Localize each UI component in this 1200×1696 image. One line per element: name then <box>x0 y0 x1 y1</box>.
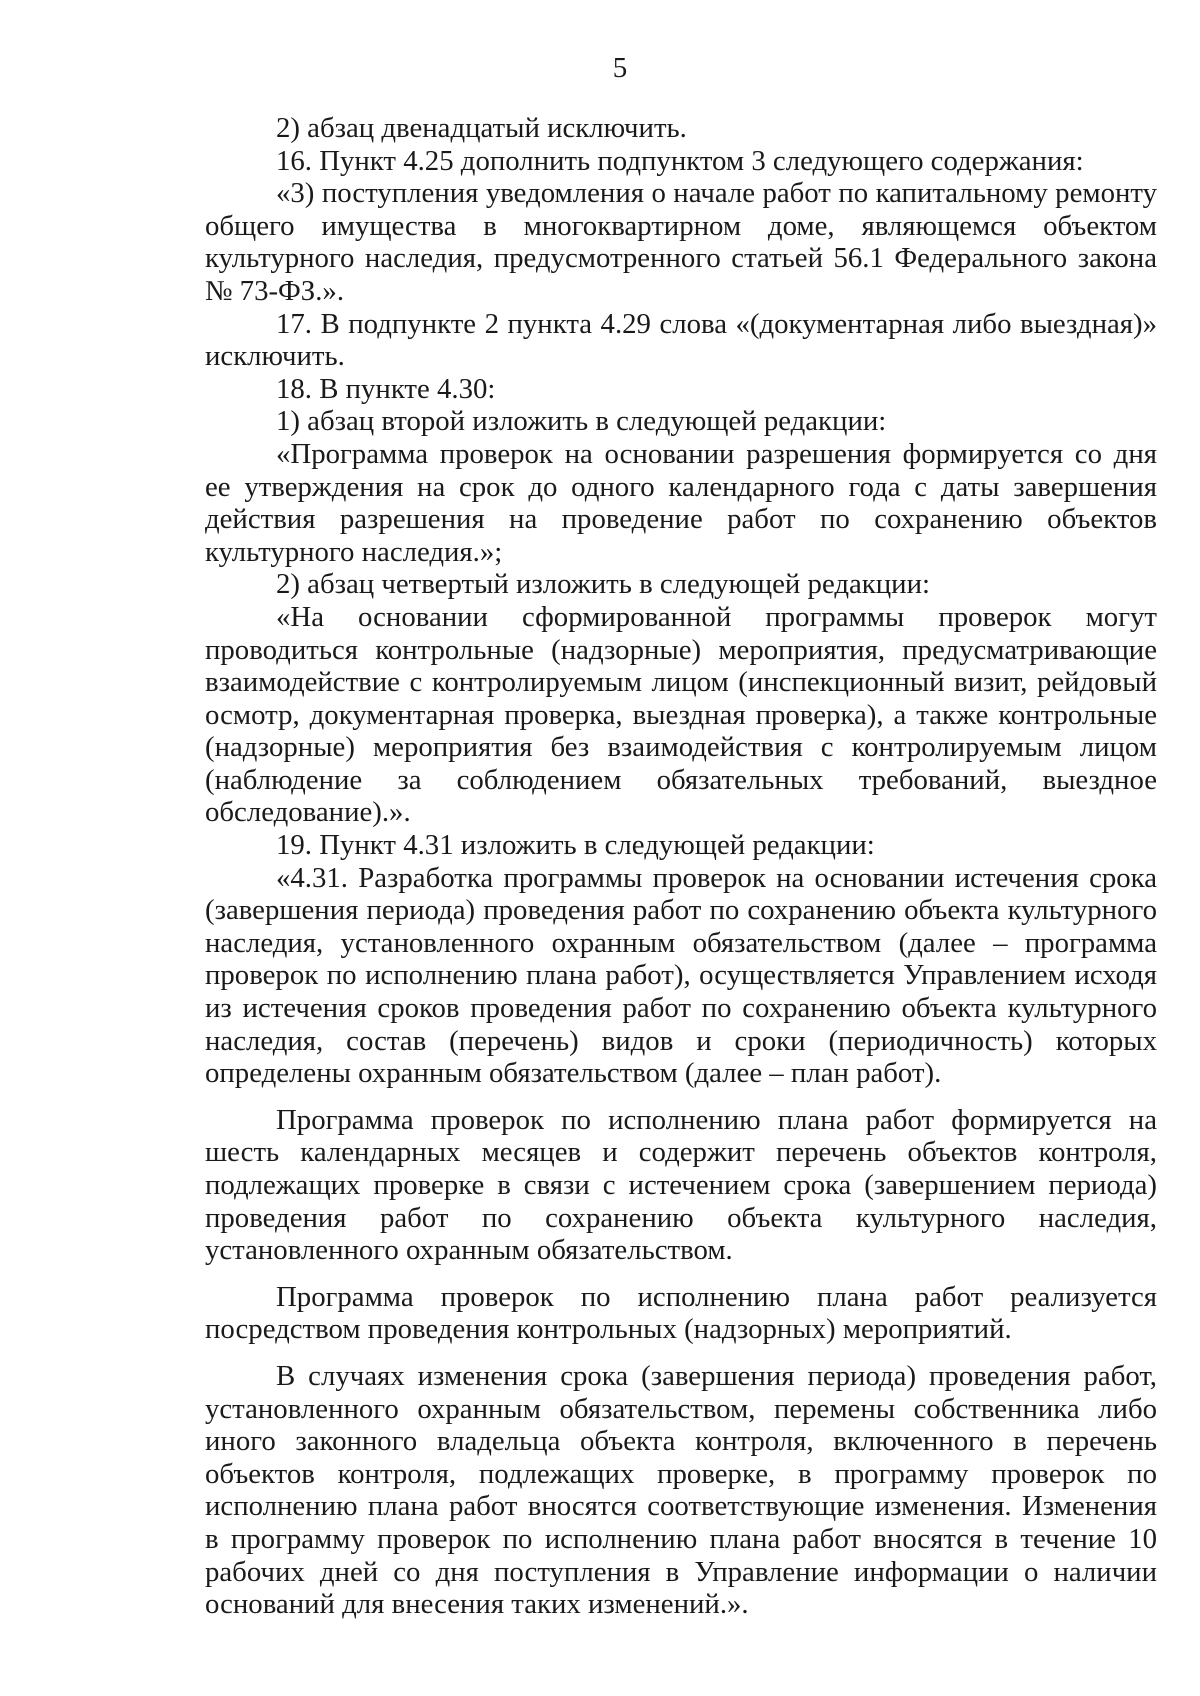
paragraph: 1) абзац второй изложить в следующей редакции: <box>276 405 887 438</box>
paragraph: В случаях изменения срока (завершения периода) проведения работ, установленного охранным обязательством, перемены собственника либо иного законного владельца объекта контроля, включенного в перечень объектов контроля, подлежащих проверке, в программу проверок по исполнению плана работ вносятся соответствующие изменения. Изменения в программу проверок по исполнению плана работ вносятся в течение 10 рабочих дней со дня поступления в Управление информации о наличии оснований для внесения таких изменений.». <box>205 1359 1157 1621</box>
document-body <box>205 112 1157 1621</box>
paragraph: 2) абзац двенадцатый исключить. <box>276 112 687 144</box>
paragraph: «4.31. Разработка программы проверок на основании истечения срока (завершения периода) проведения работ по сохранению объекта культурного наследия, установленного охранным обязательством (далее – программа проверок по исполнению плана работ), осуществляется Управлением исходя из истечения сроков проведения работ по сохранению объекта культурного наследия, состав (перечень) видов и сроки (периодичность) которых определены охранным обязательством (далее – план работ). <box>205 861 1157 1090</box>
paragraph: Программа проверок по исполнению плана работ реализуется посредством проведения контрольных (надзорных) мероприятий. <box>205 1280 1157 1346</box>
paragraph: Программа проверок по исполнению плана работ формируется на шесть календарных месяцев и содержит перечень объектов контроля, подлежащих проверке в связи с истечением срока (завершением периода) проведения работ по сохранению объекта культурного наследия, установленного охранным обязательством. <box>205 1103 1157 1267</box>
paragraph: 18. В пункте 4.30: <box>276 372 496 405</box>
paragraph: «Программа проверок на основании разрешения формируется со дня ее утверждения на срок до одного календарного года с даты завершения действия разрешения на проведение работ по сохранению объектов культурного наследия.»; <box>205 437 1157 568</box>
paragraph: 19. Пункт 4.31 изложить в следующей редакции: <box>276 829 875 862</box>
paragraph: 2) абзац четвертый изложить в следующей редакции: <box>276 568 931 601</box>
paragraph: «3) поступления уведомления о начале работ по капитальному ремонту общего имущества в многоквартирном доме, являющемся объектом культурного наследия, предусмотренного статьей 56.1 Федерального закона № 73-ФЗ.». <box>205 177 1157 307</box>
paragraph: «На основании сформированной программы проверок могут проводиться контрольные (надзорные) мероприятия, предусматривающие взаимодействие с контролируемым лицом (инспекционный визит, рейдовый осмотр, документарная проверка, выездная проверка), а также контрольные (надзорные) мероприятия без взаимодействия с контролируемым лицом (наблюдение за соблюдением обязательных требований, выездное обследование).». <box>205 600 1157 829</box>
paragraph: 17. В подпункте 2 пункта 4.29 слова «(документарная либо выездная)» исключить. <box>205 307 1157 373</box>
paragraph: 16. Пункт 4.25 дополнить подпунктом 3 следующего содержания: <box>276 144 1084 177</box>
page-number: 5 <box>612 52 628 84</box>
